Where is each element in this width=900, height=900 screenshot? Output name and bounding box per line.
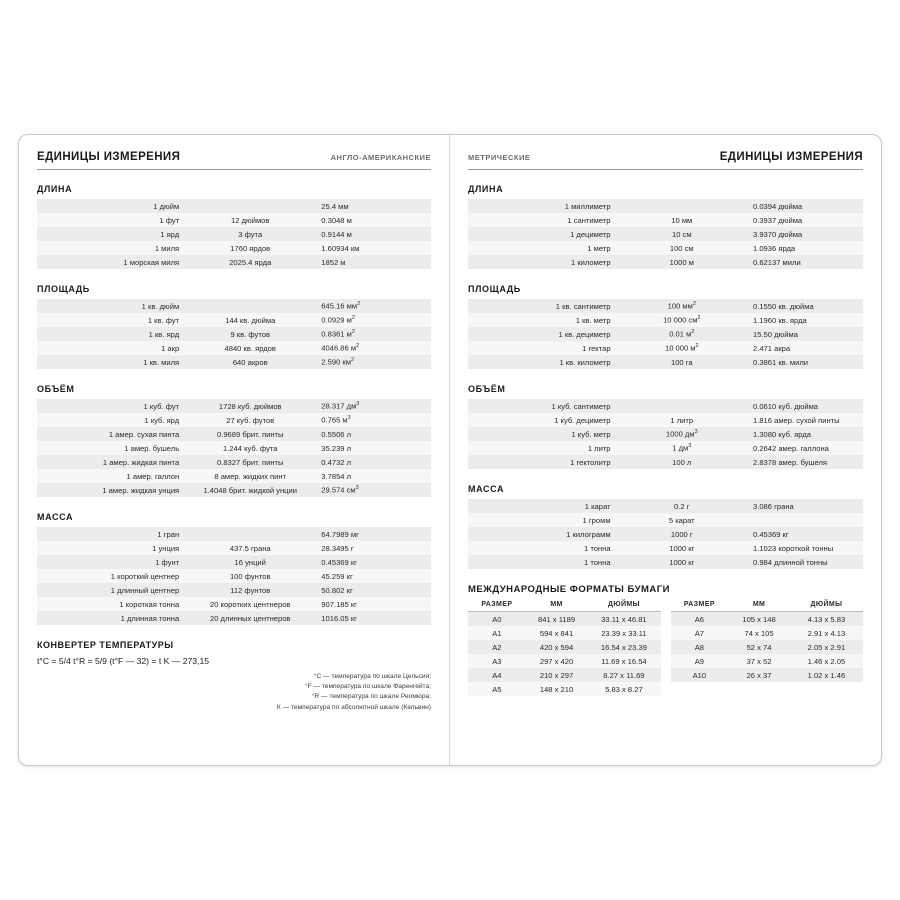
table-cell: A10 (671, 668, 729, 682)
table-row (37, 527, 431, 541)
table-row (468, 541, 863, 555)
conversion-table (468, 399, 863, 469)
table-cell: A7 (671, 626, 729, 640)
conversion-section (37, 284, 431, 369)
table-row (468, 513, 863, 527)
table-cell: 105 x 148 (728, 612, 790, 627)
section-title: ОБЪЁМ (468, 384, 506, 394)
temperature-converter (37, 640, 431, 713)
table-cell: 25.4 мм (315, 199, 431, 213)
table-row (37, 569, 431, 583)
table-cell: 1.1960 кв. ярда (747, 313, 863, 327)
table-cell: 112 фунтов (185, 583, 315, 597)
table-cell: 1 литр (617, 413, 747, 427)
table-cell: 1 короткая тонна (37, 597, 185, 611)
table-row (37, 597, 431, 611)
table-cell: 23.39 x 33.11 (587, 626, 660, 640)
table-row (468, 313, 863, 327)
right-header-subtitle: МЕТРИЧЕСКИЕ (468, 153, 531, 162)
table-cell: 1 дюйм (37, 199, 185, 213)
table-cell: 4046.86 $м^2$ (315, 341, 431, 355)
table-row (468, 299, 863, 313)
table-cell: 2.91 x 4.13 (790, 626, 863, 640)
temperature-formula: t°C = 5/4 t°R = 5/9 (t°F — 32) = t K — 273,15 (37, 656, 209, 666)
table-cell: 0.0394 дюйма (747, 199, 863, 213)
table-cell: 10 000 $м^2$ (617, 341, 747, 355)
table-row (37, 555, 431, 569)
table-row (37, 199, 431, 213)
table-cell: 1 амер. жидкая унция (37, 483, 185, 497)
table-cell: A1 (468, 626, 526, 640)
table-cell: 1 куб. фут (37, 399, 185, 413)
table-cell: 0.765 $м^3$ (315, 413, 431, 427)
table-row (37, 541, 431, 555)
section-title: ДЛИНА (468, 184, 504, 194)
section-title: МАССА (468, 484, 505, 494)
column-metric (450, 135, 881, 765)
table-cell (185, 527, 315, 541)
table-row (37, 399, 431, 413)
table-row (37, 341, 431, 355)
table-cell: 16.54 x 23.39 (587, 640, 660, 654)
table-cell: A0 (468, 612, 526, 627)
section-title: ПЛОЩАДЬ (468, 284, 521, 294)
table-cell: 100 га (617, 355, 747, 369)
table-cell (185, 299, 315, 313)
paper-formats-title: МЕЖДУНАРОДНЫЕ ФОРМАТЫ БУМАГИ (468, 584, 670, 595)
table-cell: 645.16 $мм^2$ (315, 299, 431, 313)
table-cell: 1 сантиметр (468, 213, 617, 227)
table-cell: 210 x 297 (526, 668, 588, 682)
table-cell: 0.9689 брит. пинты (185, 427, 315, 441)
table-row (671, 654, 864, 668)
table-cell: 5.83 x 8.27 (587, 682, 660, 696)
table-row (468, 341, 863, 355)
table-cell: 1 короткий центнер (37, 569, 185, 583)
table-cell: 1 тонна (468, 555, 617, 569)
table-cell: 1 длинная тонна (37, 611, 185, 625)
table-cell: 1 литр (468, 441, 617, 455)
table-row (37, 213, 431, 227)
table-cell: 8 амер. жидких пинт (185, 469, 315, 483)
table-cell (617, 199, 747, 213)
table-cell: 64.7989 мг (315, 527, 431, 541)
table-row (37, 427, 431, 441)
table-row (468, 626, 661, 640)
table-cell: 1 километр (468, 255, 617, 269)
table-cell: 640 акров (185, 355, 315, 369)
left-header-subtitle: АНГЛО-АМЕРИКАНСКИЕ (330, 153, 431, 162)
table-cell: 0.8361 $м^2$ (315, 327, 431, 341)
table-cell: 1 куб. ярд (37, 413, 185, 427)
column-anglo-american (19, 135, 450, 765)
table-cell: 9 кв. футов (185, 327, 315, 341)
table-row (468, 227, 863, 241)
table-cell: 1728 куб. дюймов (185, 399, 315, 413)
table-cell: 0.3048 м (315, 213, 431, 227)
table-cell: 1 кв. метр (468, 313, 617, 327)
table-row (468, 355, 863, 369)
table-cell: 2025.4 ярда (185, 255, 315, 269)
section-title: МАССА (37, 512, 74, 522)
table-cell: 4.13 x 5.83 (790, 612, 863, 627)
table-cell: 4840 кв. ярдов (185, 341, 315, 355)
conversion-section (468, 284, 863, 369)
table-cell: 100 фунтов (185, 569, 315, 583)
table-cell: 0.2 г (617, 499, 747, 513)
table-cell: 3.7854 л (315, 469, 431, 483)
reference-card (18, 134, 882, 766)
table-cell: 0.0610 куб. дюйма (747, 399, 863, 413)
table-cell: 1 кв. фут (37, 313, 185, 327)
table-row (671, 612, 864, 627)
table-cell: 8.27 x 11.69 (587, 668, 660, 682)
table-cell: 1 $дм^3$ (617, 441, 747, 455)
left-column-header (37, 151, 431, 170)
table-cell (747, 513, 863, 527)
table-cell: A2 (468, 640, 526, 654)
paper-format-table (671, 601, 864, 696)
table-cell: 5 карат (617, 513, 747, 527)
table-cell: 15.50 дюйма (747, 327, 863, 341)
table-row (468, 413, 863, 427)
table-cell: 1.60934 км (315, 241, 431, 255)
table-cell: 2.8378 амер. бушеля (747, 455, 863, 469)
table-cell: 100 см (617, 241, 747, 255)
conversion-table (468, 199, 863, 269)
conversion-section (468, 384, 863, 469)
table-cell: 1 метр (468, 241, 617, 255)
table-row (671, 668, 864, 682)
conversion-table (37, 199, 431, 269)
table-row (468, 682, 661, 696)
table-cell: 1 кв. сантиметр (468, 299, 617, 313)
table-cell: 437.5 грана (185, 541, 315, 555)
table-cell: 1.0936 ярда (747, 241, 863, 255)
table-cell: 29.574 $см^3$ (315, 483, 431, 497)
table-cell: 0.0929 $м^2$ (315, 313, 431, 327)
right-column-header (468, 151, 863, 170)
table-row (37, 355, 431, 369)
table-cell: 1000 г (617, 527, 747, 541)
column-header: ДЮЙМЫ (587, 601, 660, 612)
table-cell: 10 мм (617, 213, 747, 227)
table-row (37, 255, 431, 269)
table-row (468, 427, 863, 441)
table-row (37, 611, 431, 625)
table-cell: 1 громм (468, 513, 617, 527)
table-cell: 1760 ярдов (185, 241, 315, 255)
table-cell: 0.3861 кв. мили (747, 355, 863, 369)
table-row (468, 255, 863, 269)
table-cell: 1 длинный центнер (37, 583, 185, 597)
table-row (468, 399, 863, 413)
table-cell: 1 кв. миля (37, 355, 185, 369)
table-row (468, 612, 661, 627)
table-row (468, 241, 863, 255)
table-cell: 1000 кг (617, 555, 747, 569)
table-cell: 0.45369 кг (747, 527, 863, 541)
table-cell: 1 амер. жидкая пинта (37, 455, 185, 469)
table-cell: A8 (671, 640, 729, 654)
table-cell: 100 л (617, 455, 747, 469)
table-cell: 1 ярд (37, 227, 185, 241)
table-cell: 1 кв. дюйм (37, 299, 185, 313)
right-header-title: ЕДИНИЦЫ ИЗМЕРЕНИЯ (719, 151, 863, 163)
table-cell: 0.3937 дюйма (747, 213, 863, 227)
table-cell: 1 тонна (468, 541, 617, 555)
table-cell: 1 дециметр (468, 227, 617, 241)
left-header-title: ЕДИНИЦЫ ИЗМЕРЕНИЯ (37, 151, 181, 163)
left-sections (37, 184, 431, 625)
paper-formats-block (468, 584, 863, 696)
table-cell: 0.5506 л (315, 427, 431, 441)
table-row (468, 555, 863, 569)
table-cell: 16 унций (185, 555, 315, 569)
table-header-row (468, 601, 661, 612)
section-title: ПЛОЩАДЬ (37, 284, 90, 294)
table-row (37, 313, 431, 327)
table-row (37, 469, 431, 483)
table-cell: 33.11 x 46.81 (587, 612, 660, 627)
legend-line: °F — температура по шкале Фаренгейта; (304, 683, 431, 691)
section-title: ДЛИНА (37, 184, 73, 194)
table-row (468, 199, 863, 213)
table-cell: 2.590 $км^2$ (315, 355, 431, 369)
table-cell: 1.816 амер. сухой пинты (747, 413, 863, 427)
table-cell: 1 морская миля (37, 255, 185, 269)
table-row (671, 640, 864, 654)
table-cell: 0.4732 л (315, 455, 431, 469)
table-cell: 1 гектолитр (468, 455, 617, 469)
conversion-section (37, 512, 431, 625)
table-cell: 45.259 кг (315, 569, 431, 583)
table-cell: 1 гектар (468, 341, 617, 355)
table-cell: 2.05 x 2.91 (790, 640, 863, 654)
table-row (468, 327, 863, 341)
table-cell: 1.244 куб. фута (185, 441, 315, 455)
table-cell: 1000 $дм^3$ (617, 427, 747, 441)
table-cell: 1.02 x 1.46 (790, 668, 863, 682)
conversion-table (37, 527, 431, 625)
table-row (37, 299, 431, 313)
table-cell: 1.4048 брит. жидкой унции (185, 483, 315, 497)
table-row (468, 640, 661, 654)
table-cell: 35.239 л (315, 441, 431, 455)
table-cell: 1 кв. километр (468, 355, 617, 369)
table-cell: A6 (671, 612, 729, 627)
conversion-section (468, 184, 863, 269)
table-cell: 0.62137 мили (747, 255, 863, 269)
table-cell: 1 амер. сухая пинта (37, 427, 185, 441)
table-row (468, 441, 863, 455)
table-cell: 594 x 841 (526, 626, 588, 640)
table-cell: 100 $мм^2$ (617, 299, 747, 313)
column-header: ММ (728, 601, 790, 612)
right-sections (468, 184, 863, 569)
table-row (37, 413, 431, 427)
table-cell: A9 (671, 654, 729, 668)
table-cell: 1 унция (37, 541, 185, 555)
table-row (468, 499, 863, 513)
conversion-table (37, 299, 431, 369)
table-cell: 11.69 x 16.54 (587, 654, 660, 668)
table-header-row (671, 601, 864, 612)
table-row (37, 583, 431, 597)
table-cell: 1000 м (617, 255, 747, 269)
table-row (37, 483, 431, 497)
table-cell: 1.3080 куб. ярда (747, 427, 863, 441)
column-header: РАЗМЕР (468, 601, 526, 612)
table-cell: 1 килограмм (468, 527, 617, 541)
column-header: ММ (526, 601, 588, 612)
table-cell: 52 x 74 (728, 640, 790, 654)
table-cell: 1 куб. метр (468, 427, 617, 441)
table-row (37, 241, 431, 255)
table-cell: 0.1550 кв. дюйма (747, 299, 863, 313)
table-cell: 3.9370 дюйма (747, 227, 863, 241)
table-cell: 1 карат (468, 499, 617, 513)
conversion-table (468, 299, 863, 369)
table-cell: 1 акр (37, 341, 185, 355)
table-cell: 1 кв. ярд (37, 327, 185, 341)
table-cell: 1.46 x 2.05 (790, 654, 863, 668)
table-cell: 28.317 $дм^3$ (315, 399, 431, 413)
table-cell: A4 (468, 668, 526, 682)
table-cell: 50.802 кг (315, 583, 431, 597)
table-cell: 27 куб. футов (185, 413, 315, 427)
table-cell: 420 x 594 (526, 640, 588, 654)
table-cell: 1 миля (37, 241, 185, 255)
table-cell: 1 фут (37, 213, 185, 227)
table-cell: A5 (468, 682, 526, 696)
table-cell: 74 x 105 (728, 626, 790, 640)
table-row (671, 626, 864, 640)
legend-line: К — температура по абсолютной шкале (Кельвин) (276, 703, 431, 711)
table-cell: 28.3495 г (315, 541, 431, 555)
table-cell: 1016.05 кг (315, 611, 431, 625)
table-row (468, 654, 661, 668)
table-cell: A3 (468, 654, 526, 668)
conversion-table (37, 399, 431, 497)
table-cell: 1 куб. дециметр (468, 413, 617, 427)
table-cell: 20 коротких центнеров (185, 597, 315, 611)
table-cell: 1 амер. бушель (37, 441, 185, 455)
table-cell (617, 399, 747, 413)
table-cell: 1 гран (37, 527, 185, 541)
table-cell: 0.01 $м^2$ (617, 327, 747, 341)
paper-format-table (468, 601, 661, 696)
paper-formats-tables (468, 601, 863, 696)
table-cell: 0.984 длинной тонны (747, 555, 863, 569)
table-row (468, 213, 863, 227)
table-row (671, 682, 864, 696)
legend-line: °С — температура по шкале Цельсия; (313, 673, 431, 680)
table-cell: 1 куб. сантиметр (468, 399, 617, 413)
table-cell: 12 дюймов (185, 213, 315, 227)
table-row (37, 227, 431, 241)
table-row (468, 455, 863, 469)
table-cell: 26 x 37 (728, 668, 790, 682)
table-row (37, 455, 431, 469)
table-cell: 0.2642 амер. галлона (747, 441, 863, 455)
table-cell: 144 кв. дюйма (185, 313, 315, 327)
table-cell: 0.9144 м (315, 227, 431, 241)
table-cell: 10 000 $см^2$ (617, 313, 747, 327)
table-cell: 1 амер. галлон (37, 469, 185, 483)
conversion-section (468, 484, 863, 569)
table-cell: 3 фута (185, 227, 315, 241)
table-row (468, 527, 863, 541)
table-cell: 1 фунт (37, 555, 185, 569)
table-cell: 1 миллиметр (468, 199, 617, 213)
table-cell (185, 199, 315, 213)
table-cell: 1 кв. дециметр (468, 327, 617, 341)
table-cell: 20 длинных центнеров (185, 611, 315, 625)
table-cell: 10 см (617, 227, 747, 241)
table-cell: 2.471 акра (747, 341, 863, 355)
table-cell: 37 x 52 (728, 654, 790, 668)
conversion-table (468, 499, 863, 569)
table-cell: 841 x 1189 (526, 612, 588, 627)
table-row (37, 441, 431, 455)
table-cell: 297 x 420 (526, 654, 588, 668)
table-row (37, 327, 431, 341)
table-cell: 0.45369 кг (315, 555, 431, 569)
table-cell: 907.185 кг (315, 597, 431, 611)
table-cell: 1.1023 короткой тонны (747, 541, 863, 555)
legend-line: °R — температура по шкале Реомюра; (311, 693, 431, 701)
column-header: ДЮЙМЫ (790, 601, 863, 612)
table-cell: 3.086 грана (747, 499, 863, 513)
temperature-legend (37, 672, 431, 713)
table-row (468, 668, 661, 682)
conversion-section (37, 384, 431, 497)
table-cell: 148 x 210 (526, 682, 588, 696)
table-cell: 1000 кг (617, 541, 747, 555)
temperature-title: КОНВЕРТЕР ТЕМПЕРАТУРЫ (37, 640, 174, 650)
table-cell: 1852 м (315, 255, 431, 269)
conversion-section (37, 184, 431, 269)
table-cell: 0.8327 брит. пинты (185, 455, 315, 469)
section-title: ОБЪЁМ (37, 384, 75, 394)
column-header: РАЗМЕР (671, 601, 729, 612)
